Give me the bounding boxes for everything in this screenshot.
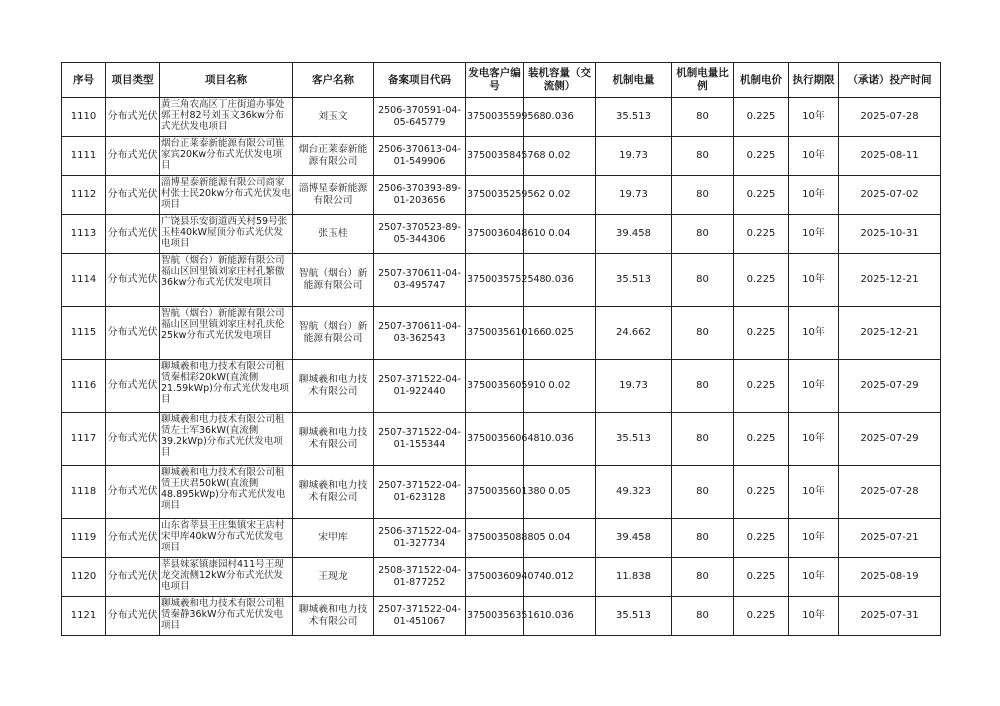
cell-capacity: 0.02 (524, 176, 596, 215)
cell-customer: 刘玉文 (293, 98, 374, 137)
cell-price: 0.225 (734, 137, 789, 176)
header-customer-id: 发电客户编号 (466, 63, 524, 98)
cell-term: 10年 (789, 519, 839, 558)
cell-customer-id: 3750035610166 (466, 307, 524, 360)
cell-term: 10年 (789, 215, 839, 254)
cell-project-code: 2507-370523-89-05-344306 (374, 215, 466, 254)
cell-capacity: 0.036 (524, 98, 596, 137)
table-row (62, 466, 941, 519)
cell-energy: 11.838 (596, 558, 672, 597)
cell-seq: 1112 (62, 176, 106, 215)
cell-customer-id: 3750035752548 (466, 254, 524, 307)
cell-customer-id: 3750036094074 (466, 558, 524, 597)
cell-energy: 39.458 (596, 519, 672, 558)
cell-capacity: 0.036 (524, 597, 596, 636)
cell-seq: 1114 (62, 254, 106, 307)
cell-project-code: 2507-371522-04-01-451067 (374, 597, 466, 636)
cell-price: 0.225 (734, 254, 789, 307)
cell-ratio: 80 (672, 254, 734, 307)
table-row (62, 176, 941, 215)
cell-type: 分布式光伏 (106, 597, 160, 636)
cell-seq: 1120 (62, 558, 106, 597)
cell-price: 0.225 (734, 98, 789, 137)
cell-ratio: 80 (672, 597, 734, 636)
cell-customer-id: 3750035606481 (466, 413, 524, 466)
cell-energy: 39.458 (596, 215, 672, 254)
table-row (62, 360, 941, 413)
cell-ratio: 80 (672, 307, 734, 360)
cell-price: 0.225 (734, 519, 789, 558)
cell-customer-id: 3750035635161 (466, 597, 524, 636)
cell-project-name: 聊城羲和电力技术有限公司租赁秦静36kW分布式光伏发电项目 (160, 597, 293, 636)
cell-term: 10年 (789, 307, 839, 360)
table-header-row (62, 63, 941, 98)
cell-type: 分布式光伏 (106, 466, 160, 519)
cell-date: 2025-07-29 (839, 413, 941, 466)
cell-ratio: 80 (672, 519, 734, 558)
cell-ratio: 80 (672, 413, 734, 466)
header-code: 备案项目代码 (374, 63, 466, 98)
table-row (62, 597, 941, 636)
cell-project-name: 广饶县乐安街道西关村59号张玉桂40kW屋顶分布式光伏发电项目 (160, 215, 293, 254)
cell-energy: 35.513 (596, 98, 672, 137)
cell-capacity: 0.02 (524, 360, 596, 413)
cell-term: 10年 (789, 360, 839, 413)
cell-date: 2025-12-21 (839, 307, 941, 360)
cell-customer: 聊城羲和电力技术有限公司 (293, 597, 374, 636)
cell-customer: 张玉桂 (293, 215, 374, 254)
cell-energy: 19.73 (596, 176, 672, 215)
header-price: 机制电价 (734, 63, 789, 98)
cell-seq: 1118 (62, 466, 106, 519)
cell-project-name: 烟台正莱泰新能源有限公司崔家宾20Kw分布式光伏发电项目 (160, 137, 293, 176)
cell-price: 0.225 (734, 307, 789, 360)
header-seq: 序号 (62, 63, 106, 98)
cell-ratio: 80 (672, 98, 734, 137)
cell-type: 分布式光伏 (106, 413, 160, 466)
cell-price: 0.225 (734, 413, 789, 466)
cell-energy: 35.513 (596, 597, 672, 636)
cell-type: 分布式光伏 (106, 98, 160, 137)
cell-customer: 烟台正莱泰新能源有限公司 (293, 137, 374, 176)
cell-type: 分布式光伏 (106, 558, 160, 597)
cell-customer: 王现龙 (293, 558, 374, 597)
cell-customer: 智航（烟台）新能源有限公司 (293, 254, 374, 307)
cell-customer-id: 3750035601380 (466, 466, 524, 519)
cell-date: 2025-07-28 (839, 98, 941, 137)
cell-seq: 1116 (62, 360, 106, 413)
table-row (62, 413, 941, 466)
cell-capacity: 0.04 (524, 215, 596, 254)
cell-type: 分布式光伏 (106, 254, 160, 307)
cell-customer-id: 3750035259562 (466, 176, 524, 215)
cell-date: 2025-08-11 (839, 137, 941, 176)
cell-ratio: 80 (672, 558, 734, 597)
cell-project-code: 2507-370611-04-03-495747 (374, 254, 466, 307)
cell-customer-id: 3750035605910 (466, 360, 524, 413)
cell-project-code: 2507-370611-04-03-362543 (374, 307, 466, 360)
cell-type: 分布式光伏 (106, 176, 160, 215)
cell-capacity: 0.036 (524, 413, 596, 466)
cell-customer: 宋甲库 (293, 519, 374, 558)
cell-project-code: 2506-370591-04-05-645779 (374, 98, 466, 137)
cell-type: 分布式光伏 (106, 307, 160, 360)
header-capacity: 装机容量（交流侧） (524, 63, 596, 98)
cell-customer: 聊城羲和电力技术有限公司 (293, 360, 374, 413)
header-term: 执行期限 (789, 63, 839, 98)
cell-energy: 49.323 (596, 466, 672, 519)
cell-seq: 1111 (62, 137, 106, 176)
cell-project-name: 淄博星泰新能源有限公司商家村张士民20kw分布式光伏发电项目 (160, 176, 293, 215)
cell-price: 0.225 (734, 597, 789, 636)
cell-customer: 智航（烟台）新能源有限公司 (293, 307, 374, 360)
cell-seq: 1115 (62, 307, 106, 360)
cell-term: 10年 (789, 254, 839, 307)
cell-seq: 1110 (62, 98, 106, 137)
cell-project-code: 2507-371522-04-01-155344 (374, 413, 466, 466)
cell-term: 10年 (789, 413, 839, 466)
cell-price: 0.225 (734, 558, 789, 597)
cell-date: 2025-07-02 (839, 176, 941, 215)
cell-project-name: 智航（烟台）新能源有限公司福山区回里镇刘家庄村孔繁傲36kw分布式光伏发电项目 (160, 254, 293, 307)
cell-type: 分布式光伏 (106, 215, 160, 254)
cell-customer-id: 3750036048610 (466, 215, 524, 254)
cell-date: 2025-12-21 (839, 254, 941, 307)
cell-customer: 淄博星泰新能源有限公司 (293, 176, 374, 215)
header-date: （承诺）投产时间 (839, 63, 941, 98)
cell-price: 0.225 (734, 360, 789, 413)
cell-price: 0.225 (734, 176, 789, 215)
cell-energy: 24.662 (596, 307, 672, 360)
table-row (62, 519, 941, 558)
cell-customer-id: 3750035845768 (466, 137, 524, 176)
cell-capacity: 0.012 (524, 558, 596, 597)
cell-term: 10年 (789, 176, 839, 215)
cell-seq: 1113 (62, 215, 106, 254)
cell-term: 10年 (789, 98, 839, 137)
cell-date: 2025-07-28 (839, 466, 941, 519)
cell-ratio: 80 (672, 176, 734, 215)
cell-date: 2025-07-31 (839, 597, 941, 636)
table-row (62, 137, 941, 176)
cell-price: 0.225 (734, 215, 789, 254)
header-ratio: 机制电量比例 (672, 63, 734, 98)
cell-project-name: 智航（烟台）新能源有限公司福山区回里镇刘家庄村孔庆伦25kw分布式光伏发电项目 (160, 307, 293, 360)
table-row (62, 254, 941, 307)
cell-ratio: 80 (672, 466, 734, 519)
cell-price: 0.225 (734, 466, 789, 519)
cell-project-name: 黄三角农高区丁庄街道办事处郭王村82号刘玉文36kw分布式光伏发电项目 (160, 98, 293, 137)
cell-project-code: 2507-371522-04-01-623128 (374, 466, 466, 519)
cell-date: 2025-07-29 (839, 360, 941, 413)
table-row (62, 558, 941, 597)
cell-term: 10年 (789, 597, 839, 636)
cell-type: 分布式光伏 (106, 137, 160, 176)
project-table (61, 62, 941, 636)
cell-energy: 19.73 (596, 360, 672, 413)
cell-energy: 35.513 (596, 413, 672, 466)
cell-seq: 1117 (62, 413, 106, 466)
cell-term: 10年 (789, 466, 839, 519)
cell-type: 分布式光伏 (106, 519, 160, 558)
cell-customer: 聊城羲和电力技术有限公司 (293, 466, 374, 519)
cell-project-name: 山东省莘县王庄集镇宋王店村宋甲库40kW分布式光伏发电项目 (160, 519, 293, 558)
cell-ratio: 80 (672, 360, 734, 413)
cell-type: 分布式光伏 (106, 360, 160, 413)
cell-capacity: 0.05 (524, 466, 596, 519)
cell-project-name: 莘县妹冢镇康园村411号王现龙交流侧12kW分布式光伏发电项目 (160, 558, 293, 597)
cell-seq: 1119 (62, 519, 106, 558)
cell-customer-id: 3750035599568 (466, 98, 524, 137)
cell-date: 2025-08-19 (839, 558, 941, 597)
cell-capacity: 0.025 (524, 307, 596, 360)
cell-project-code: 2506-370393-89-01-203656 (374, 176, 466, 215)
cell-ratio: 80 (672, 215, 734, 254)
cell-capacity: 0.02 (524, 137, 596, 176)
table-row (62, 215, 941, 254)
cell-energy: 35.513 (596, 254, 672, 307)
header-customer: 客户名称 (293, 63, 374, 98)
cell-term: 10年 (789, 137, 839, 176)
cell-project-code: 2506-371522-04-01-327734 (374, 519, 466, 558)
table-row (62, 307, 941, 360)
cell-project-name: 聊城羲和电力技术有限公司租赁秦相彩20kW(直流侧21.59kWp)分布式光伏发电项目 (160, 360, 293, 413)
header-type: 项目类型 (106, 63, 160, 98)
header-energy: 机制电量 (596, 63, 672, 98)
header-name: 项目名称 (160, 63, 293, 98)
cell-capacity: 0.036 (524, 254, 596, 307)
cell-project-name: 聊城羲和电力技术有限公司租赁左士军36kW(直流侧39.2kWp)分布式光伏发电项目 (160, 413, 293, 466)
cell-project-code: 2506-370613-04-01-549906 (374, 137, 466, 176)
cell-date: 2025-10-31 (839, 215, 941, 254)
cell-term: 10年 (789, 558, 839, 597)
cell-project-code: 2507-371522-04-01-922440 (374, 360, 466, 413)
cell-date: 2025-07-21 (839, 519, 941, 558)
cell-capacity: 0.04 (524, 519, 596, 558)
cell-customer: 聊城羲和电力技术有限公司 (293, 413, 374, 466)
cell-project-name: 聊城羲和电力技术有限公司租赁王庆君50kW(直流侧48.895kWp)分布式光伏发电项目 (160, 466, 293, 519)
table-row (62, 98, 941, 137)
cell-customer-id: 3750035088805 (466, 519, 524, 558)
cell-project-code: 2508-371522-04-01-877252 (374, 558, 466, 597)
cell-energy: 19.73 (596, 137, 672, 176)
cell-seq: 1121 (62, 597, 106, 636)
cell-ratio: 80 (672, 137, 734, 176)
